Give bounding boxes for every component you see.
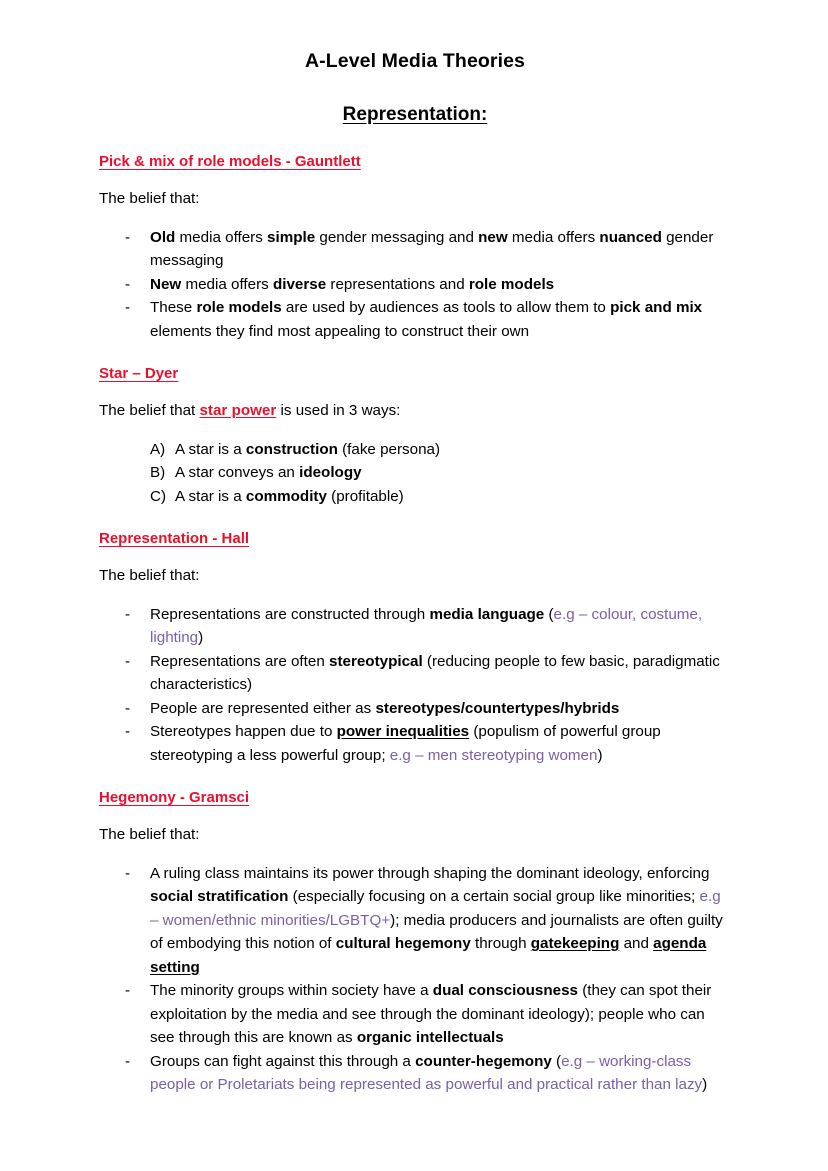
lettered-list	[99, 438, 731, 509]
list-item-text-run: ); media producers and journalists are often guilty of embodying this notion of	[150, 911, 723, 953]
list-item-text-run: simple	[267, 228, 316, 246]
bullet-list	[99, 226, 731, 344]
list-item-text-run: gender messaging	[150, 228, 714, 270]
list-item-text-run: )	[597, 746, 603, 764]
spacer	[99, 808, 731, 825]
list-item-text	[175, 441, 440, 458]
list-item-text-run: (they can spot their exploitation by the media and see through the dominant ideology); people who can see through this are known as	[150, 982, 712, 1047]
list-marker-dash: -	[125, 982, 131, 1000]
list-marker-dash: -	[125, 723, 131, 741]
spacer	[99, 172, 731, 189]
spacer	[99, 209, 731, 226]
list-marker-dash: -	[125, 864, 131, 882]
section-heading: Representation - Hall	[99, 530, 250, 548]
belief-lead-run: is used in 3 ways:	[276, 401, 401, 419]
list-item-text	[150, 299, 702, 340]
list-item-text-run: Stereotypes happen due to	[150, 723, 337, 741]
list-item	[99, 296, 731, 343]
theory-section	[99, 365, 731, 508]
list-marker-letter: C)	[150, 487, 167, 505]
list-item	[99, 485, 731, 509]
spacer	[99, 343, 731, 365]
list-item-text-run: Representations are often	[150, 652, 329, 670]
list-item	[99, 603, 731, 650]
list-item-text-run: and	[619, 935, 654, 953]
list-item-text-run: new	[478, 228, 508, 246]
list-item-text-run: pick and mix	[610, 299, 703, 317]
list-item-text	[150, 229, 713, 270]
list-item-text	[175, 464, 362, 481]
list-item-text-run: e.g – men stereotyping women	[389, 746, 598, 764]
list-item-text-run: cultural hegemony	[335, 935, 471, 953]
list-item-text-run: role models	[196, 299, 282, 317]
list-item-text-run: The minority groups within society have a	[150, 982, 433, 1000]
list-item-text-run: New	[150, 275, 182, 293]
list-item-text-run: agenda setting	[150, 935, 707, 976]
theory-section	[99, 153, 731, 343]
spacer	[99, 127, 731, 153]
document-subtitle: Representation:	[342, 104, 488, 126]
list-item-text	[150, 865, 723, 976]
spacer	[99, 508, 731, 530]
list-item-text	[150, 723, 661, 764]
list-item-text	[150, 1053, 707, 1094]
spacer	[99, 845, 731, 862]
list-item	[99, 273, 731, 297]
list-item-text-run: (fake persona)	[337, 440, 441, 458]
list-item-text-run: (populism of powerful group stereotyping a less powerful group;	[150, 723, 661, 764]
list-item-text-run: Groups can fight against this through a	[150, 1052, 416, 1070]
belief-lead: The belief that:	[99, 825, 200, 843]
spacer	[99, 549, 731, 566]
list-item-text	[150, 276, 554, 293]
list-item-text-run: A ruling class maintains its power through shaping the dominant ideology, enforcing	[150, 864, 710, 882]
list-item-text-run: A star is a	[175, 487, 246, 505]
list-marker-dash: -	[125, 1052, 131, 1070]
list-item-text-run: (	[544, 605, 554, 623]
list-item-text-run: These	[150, 299, 197, 317]
list-item-text-run: role models	[468, 275, 555, 293]
list-marker-dash: -	[125, 605, 131, 623]
list-item-text-run: (	[551, 1052, 562, 1070]
list-marker-dash: -	[125, 228, 131, 246]
document-body	[99, 0, 731, 1097]
spacer	[99, 384, 731, 401]
list-item	[99, 1050, 731, 1097]
belief-lead: The belief that:	[99, 189, 200, 207]
list-item-text-run: counter-hegemony	[415, 1052, 552, 1070]
list-item-text	[150, 653, 720, 694]
list-item-text-run: stereotypical	[329, 652, 423, 670]
spacer	[99, 586, 731, 603]
list-item-text-run: e.g – colour, costume, lighting	[150, 605, 703, 647]
list-item	[99, 650, 731, 697]
list-item	[99, 979, 731, 1050]
list-item-text-run: A star conveys an	[175, 464, 300, 482]
list-item-text-run: stereotypes/countertypes/hybrids	[375, 699, 620, 717]
list-item-text	[150, 700, 619, 717]
list-item	[99, 862, 731, 980]
list-marker-dash: -	[125, 699, 131, 717]
spacer	[99, 421, 731, 438]
list-marker-letter: B)	[150, 464, 166, 482]
list-item-text-run: )	[198, 629, 204, 647]
list-item-text-run: gatekeeping	[530, 935, 620, 953]
list-item-text-run: Old	[150, 228, 176, 246]
list-item-text-run: social stratification	[150, 888, 289, 906]
list-item-text-run: ideology	[299, 464, 362, 482]
list-item-text-run: gender messaging and	[315, 228, 479, 246]
list-item-text	[175, 488, 404, 505]
list-item-text-run: (especially focusing on a certain social group like minorities;	[288, 888, 700, 906]
page-title: A-Level Media Theories	[304, 50, 525, 72]
list-item-text-run: Representations are constructed through	[150, 605, 430, 623]
sections-container	[99, 127, 731, 1097]
list-item-text-run: People are represented either as	[150, 699, 376, 717]
list-item-text-run: through	[470, 935, 531, 953]
section-heading: Hegemony - Gramsci	[99, 789, 250, 807]
list-item-text-run: media offers	[175, 228, 268, 246]
list-item	[99, 697, 731, 721]
list-item-text	[150, 606, 702, 647]
list-item-text-run: nuanced	[599, 228, 662, 246]
belief-lead-run: The belief that	[99, 401, 200, 419]
list-item-text-run: e.g – working-class people or Proletariats being represented as powerful and practical rather than lazy	[150, 1052, 703, 1094]
list-item-text-run: diverse	[272, 275, 327, 293]
belief-lead-run: star power	[199, 401, 277, 419]
list-marker-letter: A)	[150, 440, 166, 458]
theory-section	[99, 530, 731, 767]
list-item-text-run: are used by audiences as tools to allow them to	[281, 299, 611, 317]
list-item-text	[150, 982, 711, 1046]
belief-lead: The belief that:	[99, 566, 200, 584]
bullet-list	[99, 862, 731, 1097]
list-item-text-run: media offers	[507, 228, 600, 246]
bullet-list	[99, 603, 731, 768]
section-heading: Pick & mix of role models - Gauntlett	[99, 153, 361, 171]
list-item	[99, 461, 731, 485]
spacer	[99, 767, 731, 789]
list-item-text-run: e.g – women/ethnic minorities/LGBTQ+	[150, 888, 721, 929]
belief-lead	[99, 401, 731, 421]
list-marker-dash: -	[125, 299, 131, 317]
list-marker-dash: -	[125, 652, 131, 670]
list-item-text-run: elements they find most appealing to construct their own	[150, 322, 530, 340]
list-item	[99, 438, 731, 462]
list-item-text-run: commodity	[245, 487, 327, 505]
list-item-text-run: dual consciousness	[432, 982, 578, 1000]
list-item	[99, 720, 731, 767]
list-item-text-run: media language	[429, 605, 545, 623]
list-item-text-run: )	[702, 1076, 708, 1094]
list-item-text-run: (reducing people to few basic, paradigmatic characteristics)	[150, 652, 720, 694]
list-item-text-run: A star is a	[175, 440, 246, 458]
list-item-text-run: (profitable)	[326, 487, 404, 505]
list-item-text-run: power inequalities	[336, 723, 470, 741]
list-marker-dash: -	[125, 275, 131, 293]
list-item-text-run: construction	[245, 440, 338, 458]
section-heading: Star – Dyer	[99, 365, 179, 383]
theory-section	[99, 789, 731, 1097]
list-item	[99, 226, 731, 273]
list-item-text-run: organic intellectuals	[356, 1029, 504, 1047]
list-item-text-run: representations and	[326, 275, 469, 293]
list-item-text-run: media offers	[181, 275, 273, 293]
